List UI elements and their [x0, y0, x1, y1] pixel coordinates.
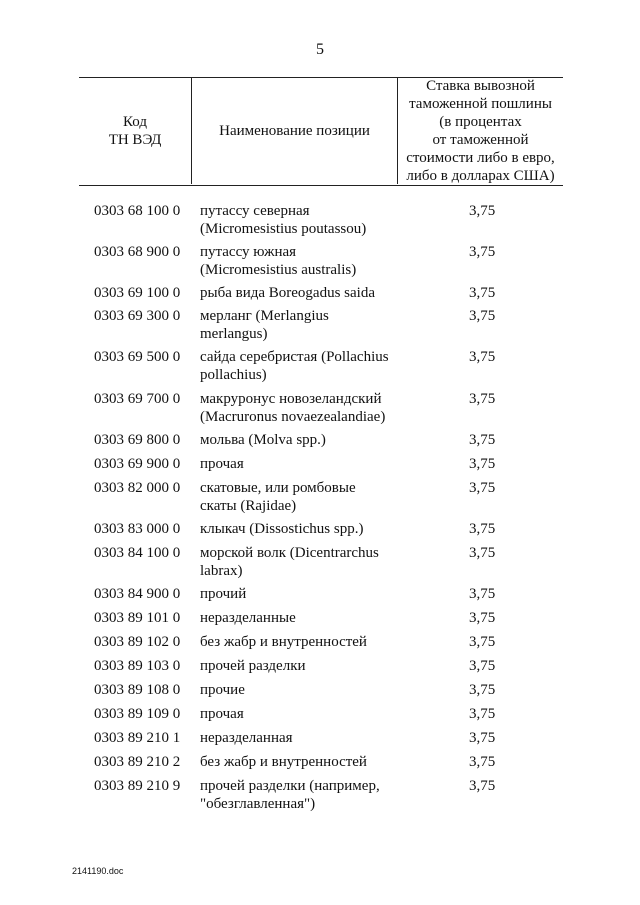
table-row	[0, 609, 640, 633]
row-rate: 3,75	[469, 754, 496, 770]
row-code: 0303 89 101 0	[94, 610, 181, 626]
row-rate: 3,75	[469, 244, 496, 260]
row-code: 0303 89 210 9	[94, 778, 181, 794]
row-name	[200, 479, 400, 515]
row-name-line: мерланг (Merlangius	[200, 308, 329, 324]
table-row	[0, 520, 640, 544]
row-name	[200, 431, 400, 449]
row-name-line: клыкач (Dissostichus spp.)	[200, 521, 364, 537]
row-name-line: рыба вида Boreogadus saida	[200, 285, 375, 301]
header-rate-line: таможенной пошлины	[409, 95, 552, 112]
row-name	[200, 585, 400, 603]
row-rate: 3,75	[469, 545, 496, 561]
row-name-line: скатовые, или ромбовые	[200, 480, 356, 496]
row-code: 0303 82 000 0	[94, 480, 181, 496]
table-row	[0, 243, 640, 284]
table-row	[0, 431, 640, 455]
row-rate: 3,75	[469, 586, 496, 602]
row-rate: 3,75	[469, 521, 496, 537]
row-rate: 3,75	[469, 432, 496, 448]
row-rate: 3,75	[469, 706, 496, 722]
page-number: 5	[316, 41, 324, 58]
header-rate-line: от таможенной	[432, 131, 529, 148]
row-name-line: неразделанная	[200, 730, 293, 746]
row-name-line: макруронус новозеландский	[200, 391, 382, 407]
header-code-line: ТН ВЭД	[108, 131, 162, 148]
row-name-line: (Macruronus novaezealandiae)	[200, 409, 386, 425]
row-code: 0303 89 102 0	[94, 634, 181, 650]
row-code: 0303 69 900 0	[94, 456, 181, 472]
row-rate: 3,75	[469, 391, 496, 407]
row-name-line: скаты (Rajidae)	[200, 498, 297, 514]
header-rate-line: либо в долларах США)	[406, 167, 555, 184]
row-name	[200, 348, 400, 384]
row-name-line: прочей разделки	[200, 658, 306, 674]
header-name	[192, 77, 397, 184]
table-row	[0, 284, 640, 307]
header-rate-line: стоимости либо в евро,	[406, 149, 555, 166]
table-row	[0, 348, 640, 390]
header-code	[79, 77, 191, 184]
row-name	[200, 753, 400, 771]
row-name-line: без жабр и внутренностей	[200, 634, 367, 650]
row-code: 0303 68 100 0	[94, 203, 181, 219]
table-row	[0, 657, 640, 681]
row-name-line: неразделанные	[200, 610, 296, 626]
row-rate: 3,75	[469, 203, 496, 219]
row-code: 0303 89 109 0	[94, 706, 181, 722]
row-code: 0303 89 210 2	[94, 754, 181, 770]
row-rate: 3,75	[469, 308, 496, 324]
row-name-line: сайда серебристая (Pollachius	[200, 349, 389, 365]
table-row	[0, 307, 640, 348]
row-name-line: путассу северная	[200, 203, 310, 219]
row-name	[200, 307, 400, 343]
row-name-line: прочий	[200, 586, 247, 602]
row-name-line: прочая	[200, 456, 244, 472]
row-rate: 3,75	[469, 480, 496, 496]
row-name-line: прочей разделки (например,	[200, 778, 380, 794]
table-row	[0, 585, 640, 609]
row-name-line: "обезглавленная")	[200, 796, 316, 812]
row-rate: 3,75	[469, 349, 496, 365]
row-name	[200, 633, 400, 651]
row-name-line: (Micromesistius poutassou)	[200, 221, 367, 237]
row-name-line: pollachius)	[200, 367, 267, 383]
table-row	[0, 633, 640, 657]
row-code: 0303 84 900 0	[94, 586, 181, 602]
row-code: 0303 69 100 0	[94, 285, 181, 301]
table-row	[0, 390, 640, 431]
row-name	[200, 777, 400, 813]
row-rate: 3,75	[469, 682, 496, 698]
row-code: 0303 68 900 0	[94, 244, 181, 260]
row-name	[200, 284, 400, 302]
row-code: 0303 69 800 0	[94, 432, 181, 448]
table-row	[0, 544, 640, 585]
header-code-line: Код	[123, 113, 147, 130]
row-rate: 3,75	[469, 610, 496, 626]
row-name	[200, 243, 400, 279]
row-code: 0303 83 000 0	[94, 521, 181, 537]
table-row	[0, 753, 640, 777]
row-name	[200, 520, 400, 538]
table-body	[0, 202, 640, 818]
row-name	[200, 609, 400, 627]
header-rate	[398, 77, 563, 184]
table-row	[0, 729, 640, 753]
row-name-line: без жабр и внутренностей	[200, 754, 367, 770]
table-row	[0, 681, 640, 705]
table-row	[0, 705, 640, 729]
row-name-line: морской волк (Dicentrarchus	[200, 545, 379, 561]
table-row	[0, 777, 640, 818]
row-name-line: labrax)	[200, 563, 243, 579]
row-name	[200, 681, 400, 699]
row-code: 0303 69 700 0	[94, 391, 181, 407]
row-rate: 3,75	[469, 634, 496, 650]
row-name	[200, 390, 400, 426]
header-rate-line: (в процентах	[439, 113, 522, 130]
row-rate: 3,75	[469, 730, 496, 746]
header-name-text: Наименование позиции	[219, 122, 370, 139]
row-rate: 3,75	[469, 778, 496, 794]
row-name-line: merlangus)	[200, 326, 268, 342]
row-rate: 3,75	[469, 456, 496, 472]
row-name-line: (Micromesistius australis)	[200, 262, 357, 278]
row-code: 0303 89 108 0	[94, 682, 181, 698]
row-name	[200, 202, 400, 238]
row-code: 0303 89 103 0	[94, 658, 181, 674]
row-name	[200, 455, 400, 473]
row-name-line: мольва (Molva spp.)	[200, 432, 326, 448]
table-row	[0, 202, 640, 243]
table-row	[0, 455, 640, 479]
row-rate: 3,75	[469, 658, 496, 674]
document-filename: 2141190.doc	[72, 866, 124, 876]
row-name	[200, 729, 400, 747]
row-code: 0303 89 210 1	[94, 730, 181, 746]
row-name	[200, 544, 400, 580]
row-rate: 3,75	[469, 285, 496, 301]
table-row	[0, 479, 640, 520]
row-name	[200, 705, 400, 723]
header-rate-line: Ставка вывозной	[426, 77, 535, 94]
row-code: 0303 69 300 0	[94, 308, 181, 324]
row-code: 0303 84 100 0	[94, 545, 181, 561]
row-name-line: прочая	[200, 706, 244, 722]
row-name	[200, 657, 400, 675]
row-code: 0303 69 500 0	[94, 349, 181, 365]
row-name-line: путассу южная	[200, 244, 297, 260]
row-name-line: прочие	[200, 682, 245, 698]
